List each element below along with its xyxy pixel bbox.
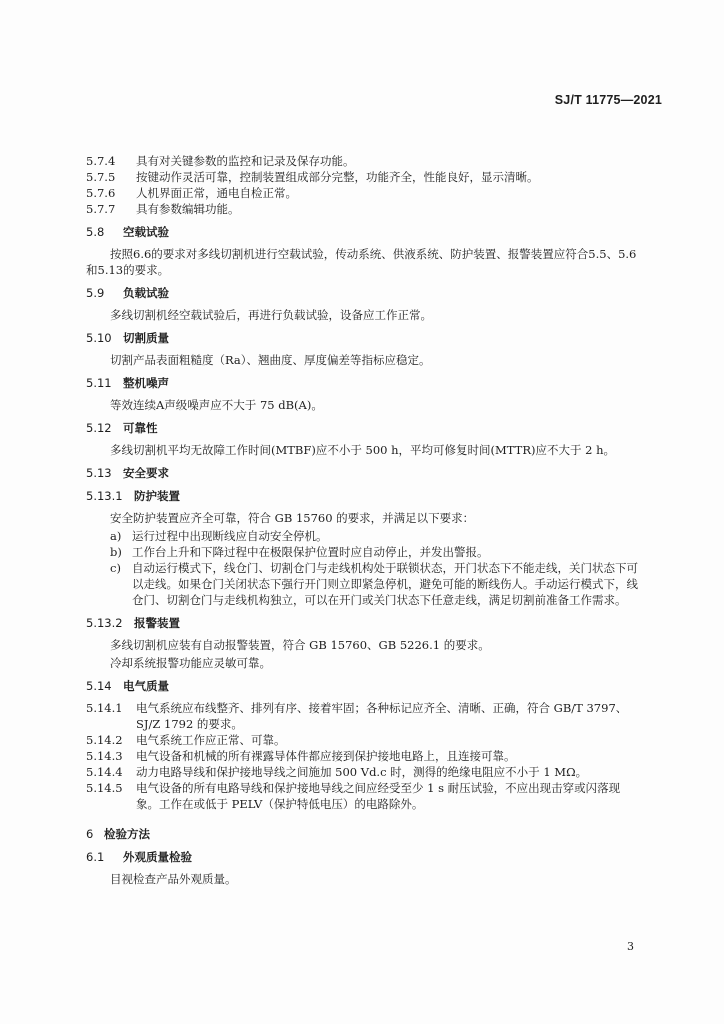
heading-number: 5.13.1: [86, 489, 123, 503]
paragraph-5-11: 等效连续A声级噪声应不大于 75 dB(A)。: [110, 398, 323, 412]
document-code: SJ/T 11775—2021: [554, 93, 662, 107]
paragraph-5-12: 多线切割机平均无故障工作时间(MTBF)应不小于 500 h，平均可修复时间(MTTR)应不大于 2 h。: [110, 443, 616, 457]
heading-title: 可靠性: [123, 421, 158, 435]
clause-text: 按键动作灵活可靠，控制装置组成部分完整，功能齐全，性能良好，显示清晰。: [136, 170, 539, 184]
heading-number: 5.8: [86, 225, 105, 239]
heading-5-13-2: [86, 615, 642, 631]
clause-5-14-4: [86, 764, 642, 780]
clause-number: 5.14.3: [86, 749, 123, 763]
clause-5-7-5: [86, 169, 642, 185]
clause-number: 5.14.4: [86, 765, 123, 779]
heading-number: 5.11: [86, 376, 112, 390]
heading-5-11: [86, 375, 642, 391]
clause-5-7-7: [86, 201, 642, 217]
clause-text: 人机界面正常，通电自检正常。: [136, 186, 297, 200]
page-number: 3: [627, 940, 634, 953]
list-item-text: 工作台上升和下降过程中在极限保护位置时应自动停止，并发出警报。: [132, 545, 489, 559]
clause-text: 具有参数编辑功能。: [136, 202, 240, 216]
heading-title: 外观质量检验: [123, 850, 192, 864]
heading-number: 6.1: [86, 850, 105, 864]
heading-number: 6: [86, 827, 94, 841]
paragraph-5-13-2-line1: 多线切割机应装有自动报警装置，符合 GB 15760、GB 5226.1 的要求。: [110, 638, 490, 652]
clause-5-14-3: [86, 748, 642, 764]
heading-number: 5.9: [86, 286, 105, 300]
clause-5-7-6: [86, 185, 642, 201]
clause-text: 电气系统应布线整齐、排列有序、接着牢固；各种标记应齐全、清晰、正确，符合 GB/T 3797、SJ/Z 1792 的要求。: [136, 701, 628, 731]
requirement-list: [86, 528, 642, 608]
heading-5-13-1: [86, 488, 642, 504]
heading-title: 空载试验: [123, 225, 169, 239]
document-body: [86, 153, 642, 889]
heading-title: 防护装置: [134, 489, 180, 503]
list-item: [86, 544, 642, 560]
clause-number: 5.7.5: [86, 170, 116, 184]
heading-5-13: [86, 465, 642, 481]
clause-5-7-4: [86, 153, 642, 169]
heading-5-10: [86, 330, 642, 346]
heading-number: 5.14: [86, 679, 112, 693]
list-marker: b): [110, 545, 122, 559]
heading-number: 5.12: [86, 421, 112, 435]
clause-text: 具有对关键参数的监控和记录及保存功能。: [136, 154, 355, 168]
clause-5-14-5: [86, 780, 642, 812]
clause-text: 电气系统工作应正常、可靠。: [136, 733, 286, 747]
clause-number: 5.14.1: [86, 701, 123, 715]
heading-number: 5.10: [86, 331, 112, 345]
heading-5-14: [86, 678, 642, 694]
list-item-text: 运行过程中出现断线应自动安全停机。: [132, 529, 328, 543]
heading-title: 报警装置: [134, 616, 180, 630]
heading-title: 安全要求: [123, 466, 169, 480]
heading-title: 整机噪声: [123, 376, 169, 390]
heading-title: 负载试验: [123, 286, 169, 300]
paragraph-5-9: 多线切割机经空载试验后，再进行负载试验，设备应工作正常。: [110, 308, 432, 322]
heading-6-1: [86, 849, 642, 865]
list-item-text: 自动运行模式下，线仓门、切割仓门与走线机构处于联锁状态，开门状态下不能走线，关门状态下可以走线。如果仓门关闭状态下强行开门则立即紧急停机，避免可能的断线伤人。手动运行模式下，线仓门、切割仓门与走线机构独立，可以在开门或关门状态下任意走线，满足切割前准备工作需求。: [132, 561, 638, 607]
clause-number: 5.7.4: [86, 154, 116, 168]
heading-5-12: [86, 420, 642, 436]
list-item: [86, 528, 642, 544]
heading-number: 5.13: [86, 466, 112, 480]
heading-6: [86, 826, 642, 842]
list-marker: a): [110, 529, 122, 543]
clause-5-14-2: [86, 732, 642, 748]
list-item: [86, 560, 642, 608]
heading-title: 电气质量: [123, 679, 169, 693]
clause-number: 5.14.5: [86, 781, 123, 795]
list-marker: c): [110, 561, 121, 575]
clause-text: 电气设备和机械的所有裸露导体件都应接到保护接地电路上，且连接可靠。: [136, 749, 516, 763]
clause-number: 5.7.6: [86, 186, 116, 200]
heading-number: 5.13.2: [86, 616, 123, 630]
paragraph-5-10: 切割产品表面粗糙度（Ra）、翘曲度、厚度偏差等指标应稳定。: [110, 353, 431, 367]
paragraph-5-8: 按照6.6的要求对多线切割机进行空载试验，传动系统、供液系统、防护装置、报警装置应符合5.5、5.6和5.13的要求。: [86, 247, 637, 277]
clause-text: 电气设备的所有电路导线和保护接地导线之间应经受至少 1 s 耐压试验，不应出现击穿或闪落现象。工作在或低于 PELV（保护特低电压）的电路除外。: [136, 781, 621, 811]
clause-text: 动力电路导线和保护接地导线之间施加 500 Vd.c 时，测得的绝缘电阻应不小于 1 MΩ。: [136, 765, 588, 779]
heading-title: 检验方法: [104, 827, 150, 841]
clause-5-14-1: [86, 700, 642, 732]
clause-number: 5.7.7: [86, 202, 116, 216]
heading-5-9: [86, 285, 642, 301]
paragraph-5-13-2-line2: 冷却系统报警功能应灵敏可靠。: [110, 656, 271, 670]
clause-number: 5.14.2: [86, 733, 123, 747]
heading-5-8: [86, 224, 642, 240]
paragraph-5-13-1-intro: 安全防护装置应齐全可靠，符合 GB 15760 的要求，并满足以下要求：: [110, 511, 475, 525]
heading-title: 切割质量: [123, 331, 169, 345]
paragraph-6-1: 目视检查产品外观质量。: [110, 872, 237, 886]
